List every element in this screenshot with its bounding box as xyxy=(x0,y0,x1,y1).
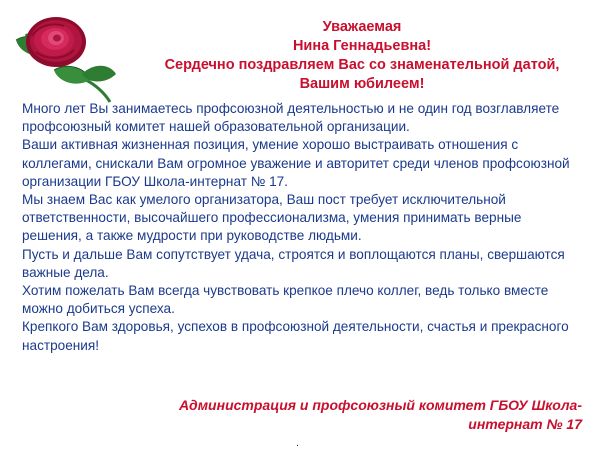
header-line-2: Нина Геннадьевна! xyxy=(292,38,432,54)
body-paragraph-6: Крепкого Вам здоровья, успехов в профсоюзной деятельности, счастья и прекрасного настроения! xyxy=(22,319,569,353)
footer-mark: . xyxy=(296,437,300,449)
body-paragraph-2: Ваши активная жизненная позиция, умение хорошо выстраивать отношения с коллегами, снискали Вам огромное уважение и авторитет среди членов профсоюзной организации ГБОУ Школа-интернат № 17. xyxy=(22,137,570,189)
rose-flower-icon xyxy=(8,14,128,106)
header-line-4: Вашим юбилеем! xyxy=(299,76,425,92)
signature-line-1: Администрация и профсоюзный комитет ГБОУ Школа- xyxy=(178,397,582,413)
header-line-1: Уважаемая xyxy=(322,19,402,35)
body-paragraph-3: Мы знаем Вас как умелого организатора, Ваш пост требует исключительной ответственности, высочайшего профессионализма, умения принимать верные решения, а также мудрости при руководстве людьми. xyxy=(22,192,522,244)
card-body xyxy=(22,100,582,355)
signature-line-2: интернат № 17 xyxy=(468,416,582,432)
card-header xyxy=(132,18,592,94)
card-signature xyxy=(120,396,582,434)
header-line-3: Сердечно поздравляем Вас со знаменательной датой, xyxy=(164,57,560,73)
body-paragraph-1: Много лет Вы занимаетесь профсоюзной деятельностью и не один год возглавляете профсоюзный комитет нашей образовательной организации. xyxy=(22,101,560,135)
body-paragraph-4: Пусть и дальше Вам сопутствует удача, строятся и воплощаются планы, свершаются важные дела. xyxy=(22,246,565,280)
body-paragraph-5: Хотим пожелать Вам всегда чувствовать крепкое плечо коллег, ведь только вместе можно добиться успеха. xyxy=(22,283,549,317)
